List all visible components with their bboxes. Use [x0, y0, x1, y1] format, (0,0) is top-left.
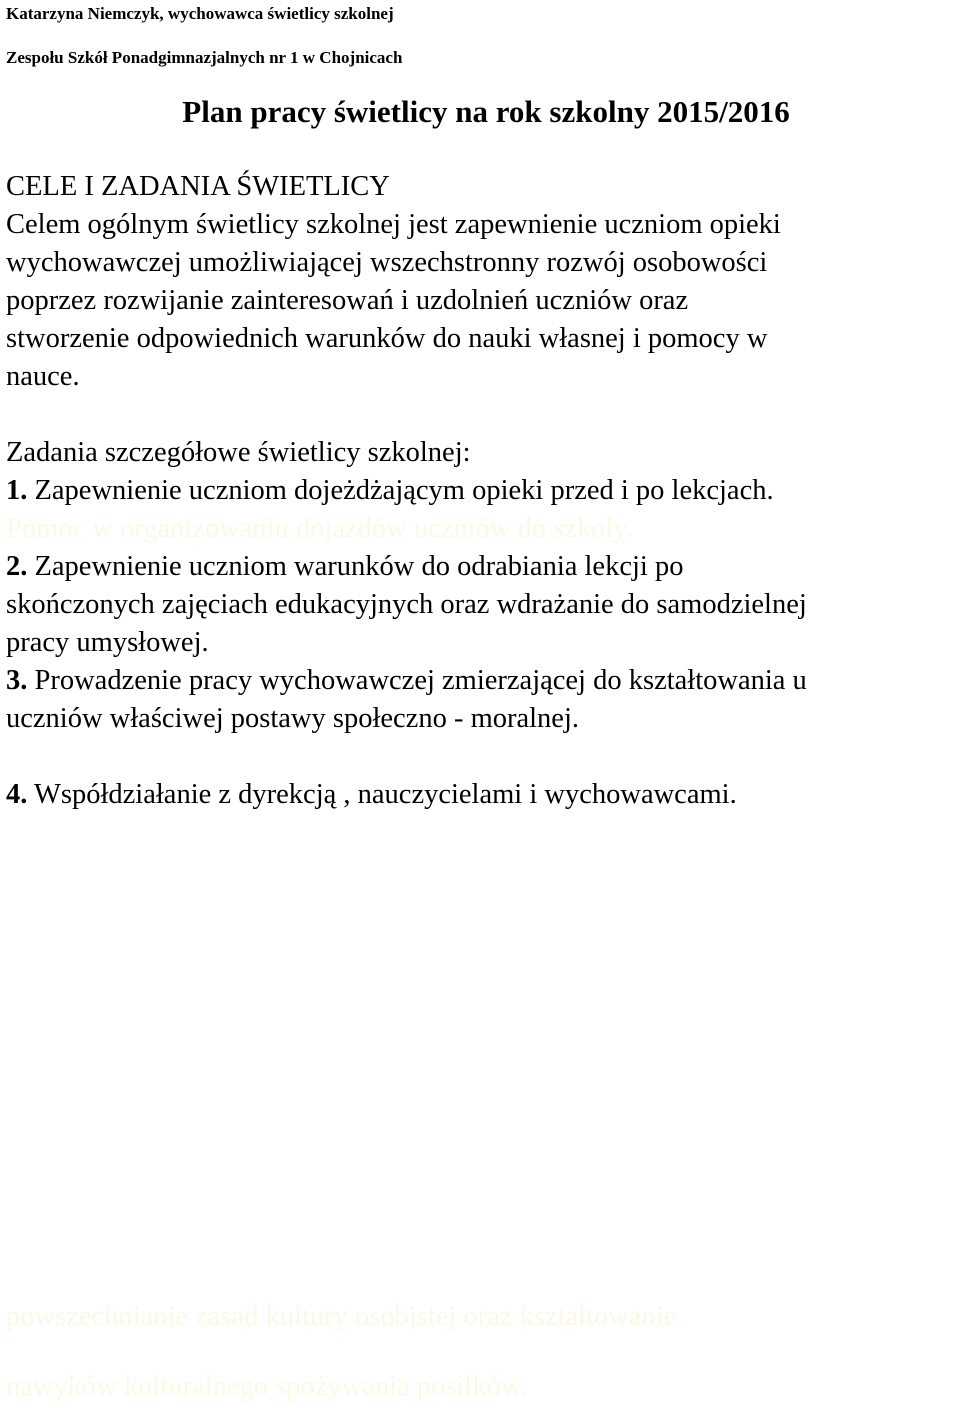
task-text: Zapewnienie uczniom dojeżdżającym opieki przed i po lekcjach. [34, 475, 774, 506]
task-2 [6, 548, 956, 586]
section-heading-tasks: Zadania szczegółowe świetlicy szkolnej: [6, 437, 471, 468]
footer-faded-line-2: nawyków kulturalnego spożywania posiłków. [6, 1371, 527, 1402]
goal-line: Celem ogólnym świetlicy szkolnej jest zapewnienie uczniom opieki [6, 209, 781, 240]
goal-line: nauce. [6, 361, 80, 392]
goal-line: stworzenie odpowiednich warunków do nauki własnej i pomocy w [6, 323, 768, 354]
task-text: Zapewnienie uczniom warunków do odrabiania lekcji po [34, 551, 684, 582]
footer-faded-line-1: powszechnianie zasad kultury osobistej oraz kształtowanie [6, 1301, 677, 1332]
task-text: skończonych zajęciach edukacyjnych oraz wdrażanie do samodzielnej [6, 589, 807, 620]
section-heading-goals: CELE I ZADANIA ŚWIETLICY [6, 171, 390, 202]
task-text: pracy umysłowej. [6, 627, 209, 658]
task-number: 1. [6, 475, 28, 506]
author-line: Katarzyna Niemczyk, wychowawca świetlicy szkolnej [6, 4, 394, 23]
page-title: Plan pracy świetlicy na rok szkolny 2015/2016 [182, 94, 790, 129]
task-text: Prowadzenie pracy wychowawczej zmierzającej do kształtowania u [34, 665, 807, 696]
task-number: 4. [6, 779, 28, 810]
task-4 [6, 776, 956, 814]
goal-line: wychowawczej umożliwiającej wszechstronny rozwój osobowości [6, 247, 768, 278]
task-number: 3. [6, 665, 28, 696]
task-text: Współdziałanie z dyrekcją , nauczycielami i wychowawcami. [34, 779, 737, 810]
task-1-faded-line: Pomoc w organizowaniu dojazdów uczniów do szkoły. [6, 513, 633, 544]
school-line: Zespołu Szkół Ponadgimnazjalnych nr 1 w Chojnicach [6, 48, 403, 67]
section-tasks [6, 434, 956, 738]
task-1 [6, 472, 956, 510]
task-number: 2. [6, 551, 28, 582]
task-3 [6, 662, 956, 700]
section-goals [6, 168, 956, 396]
goal-line: poprzez rozwijanie zainteresowań i uzdolnień uczniów oraz [6, 285, 689, 316]
task-text: uczniów właściwej postawy społeczno - moralnej. [6, 703, 579, 734]
task-4-block [6, 776, 956, 814]
